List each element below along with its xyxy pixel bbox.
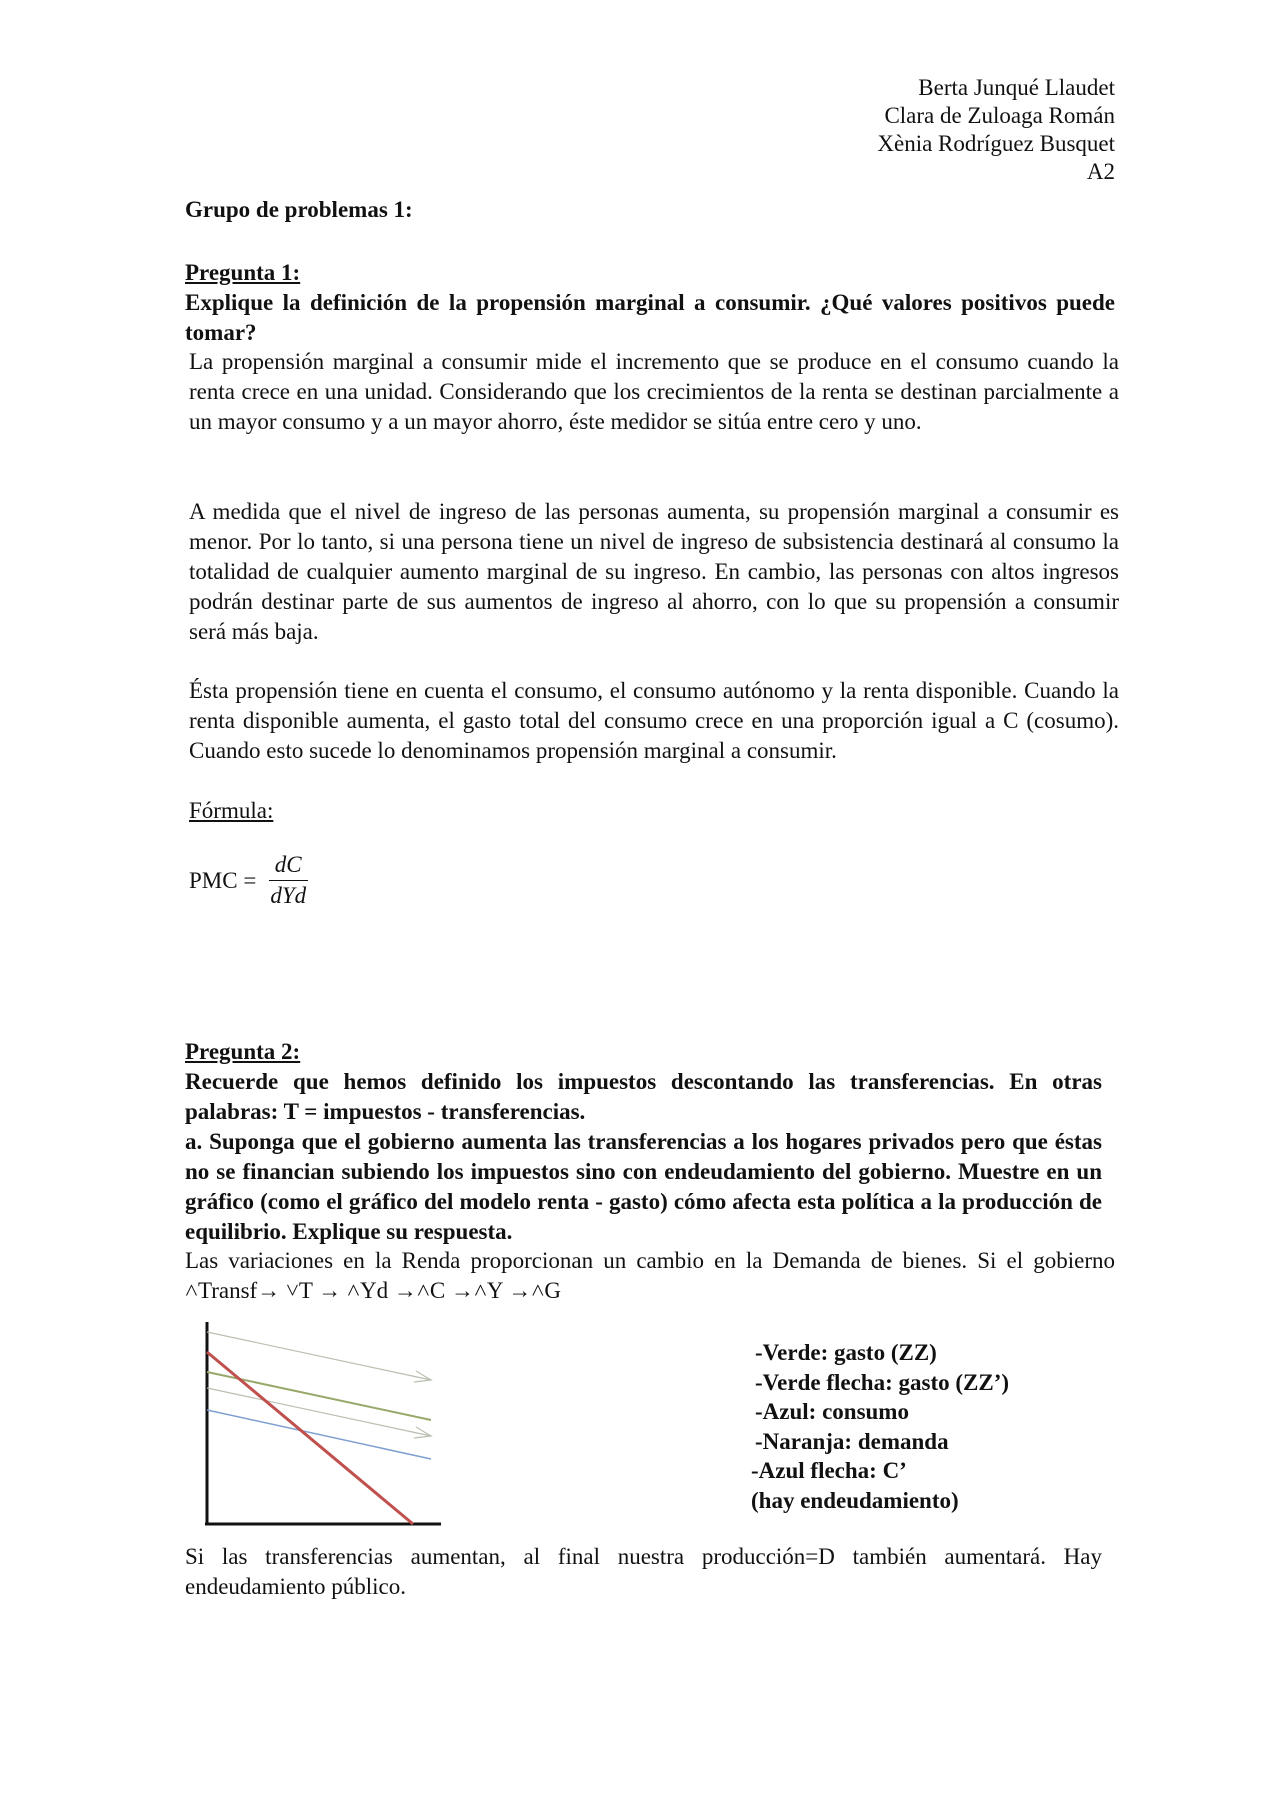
- author-block: [877, 74, 1115, 186]
- legend-item: -Naranja: demanda: [755, 1428, 949, 1454]
- q2-answer: Las variaciones en la Renda proporcionan un cambio en la Demanda de bienes. Si el gobierno ˄Transf→ ˅T → ˄Yd →˄C →˄Y →˄G: [185, 1248, 1115, 1303]
- legend-note: (hay endeudamiento): [751, 1487, 959, 1513]
- formula-numerator: dC: [269, 852, 308, 881]
- author-name: Xènia Rodríguez Busquet: [877, 131, 1115, 156]
- formula-denominator: dYd: [270, 883, 307, 908]
- gasto-zz-arrow-line: [207, 1332, 431, 1380]
- graph-legend: [751, 1338, 1010, 1515]
- demanda-line: [207, 1352, 413, 1524]
- consumo-line: [207, 1410, 431, 1459]
- pmc-formula: [189, 852, 312, 909]
- group-title: Grupo de problemas 1:: [185, 197, 413, 222]
- legend-item: -Azul: consumo: [755, 1399, 909, 1424]
- q2-conclusion: Si las transferencias aumentan, al final nuestra producción=D también aumentará. Hay endeudamiento público.: [185, 1544, 1102, 1599]
- q1-paragraph-2: A medida que el nivel de ingreso de las personas aumenta, su propensión marginal a consumir es menor. Por lo tanto, si una persona tiene un nivel de ingreso de subsistencia destinará al consumo la totalidad de cualquier aumento marginal de su ingreso. En cambio, las personas con altos ingresos podrán destinar parte de sus aumentos de ingreso al ahorro, con lo que su propensión a consumir será más baja.: [189, 499, 1119, 644]
- q1-question: Explique la definición de la propensión marginal a consumir. ¿Qué valores positivos puede tomar?: [185, 290, 1115, 345]
- class-group: A2: [1086, 159, 1115, 184]
- author-name: Berta Junqué Llaudet: [918, 75, 1115, 100]
- legend-item: -Verde flecha: gasto (ZZ’): [755, 1369, 1010, 1395]
- income-expenditure-graph: [195, 1318, 455, 1530]
- q1-paragraph-3: Ésta propensión tiene en cuenta el consumo, el consumo autónomo y la renta disponible. Cuando la renta disponible aumenta, el gasto total del consumo crece en una proporción igual a C (cosumo). Cuando esto sucede lo denominamos propensión marginal a consumir.: [189, 678, 1119, 763]
- q1-heading: Pregunta 1:: [185, 260, 301, 285]
- q2-part-a: a. Suponga que el gobierno aumenta las transferencias a los hogares privados pero que éstas no se financian subiendo los impuestos sino con endeudamiento del gobierno. Muestre en un gráfico (como el gráfico del modelo renta - gasto) cómo afecta esta política a la producción de equilibrio. Explique su respuesta.: [185, 1129, 1102, 1244]
- formula-fraction: [264, 852, 312, 909]
- author-name: Clara de Zuloaga Román: [884, 103, 1115, 128]
- legend-item: -Verde: gasto (ZZ): [755, 1340, 937, 1365]
- legend-item: -Azul flecha: C’: [751, 1458, 907, 1483]
- formula-lhs: PMC =: [189, 867, 257, 893]
- formula-label: Fórmula:: [189, 798, 274, 823]
- q2-heading: Pregunta 2:: [185, 1039, 301, 1064]
- q1-paragraph-1: La propensión marginal a consumir mide el incremento que se produce en el consumo cuando la renta crece en una unidad. Considerando que los crecimientos de la renta se destinan parcialmente a un mayor consumo y a un mayor ahorro, éste medidor se sitúa entre cero y uno.: [189, 349, 1119, 434]
- q2-question: Recuerde que hemos definido los impuestos descontando las transferencias. En otras palabras: T = impuestos - transferencias.: [185, 1069, 1102, 1124]
